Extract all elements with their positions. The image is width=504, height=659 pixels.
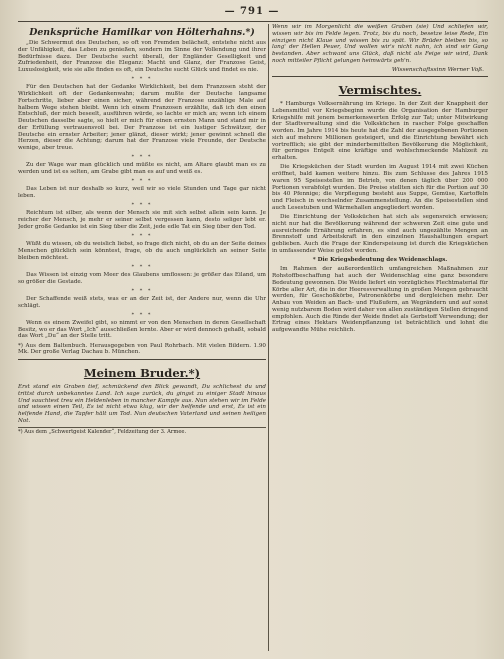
- section-rule: [272, 76, 488, 77]
- paragraph: Der Schaffende weiß stets, was er an der Zeit ist, der Andere nur, wenn die Uhr schlägt.: [18, 295, 266, 309]
- paragraph: „Die Schwermut des Deutschen, so oft von Fremden belächelt, entstehe nicht aus der Unfähigkeit, das Leben zu genießen, sondern im Sinne der Vollendung und ihrer Bedürfnisse dazu. Der Deutsche sucht überall, der Engländer Geselligkeit und Zufriedenheit, der Franzose die Eleganz: Macht und Glanz, der Franzose Geist, Luxuslosigkeit, wie sie alle finden es oft, ein Deutsche sucht Glück und findet es nie.: [18, 40, 266, 73]
- poem-text: Erst stand ein Graben tief, schmückend den Blick gewandt, Du schlichest du und trittst durch unbekanntes Land. Ich sage zurück, du gingst zu einiger Stadt hinaus Und sauchtest treu ein Heldenleben in mancher Kampfe aus. Nun stehen wir im Felde und wissen einen Teil, Es ist nicht etwa klug, wir der helfende und erst, Es ist ein helfende Hand, die Tapfer hält um Tod. Nun deutschen Vaterland und seinen heiligen Not.: [18, 384, 266, 424]
- separator: * * *: [131, 233, 153, 239]
- section-title: Vermischtes.: [338, 83, 422, 97]
- column-divider: [268, 24, 269, 651]
- section-rule: [18, 359, 266, 360]
- header-rule: [18, 21, 488, 22]
- news-item-title: * Die Kriegsbedeutung des Weidenschlags.: [312, 257, 448, 263]
- news-item: Die Einrichtung der Volksküchen hat sich als segensreich erwiesen; nicht nur hat die Bevölkerung während der schweren Zeit eine gute und ausreichende Ernährung erfahren, es sind auch ungezählte Mengen an Brennstoff und Arbeitskraft in den einzelnen Haushaltungen erspart geblieben. Auch die Frage der Kinderspeisung ist durch die Kriegsküchen in umfassender Weise gelöst worden.: [272, 214, 488, 254]
- separator: * * *: [131, 287, 153, 294]
- poem-signature: Wissenschaftssinn Werner Voß.: [391, 67, 484, 73]
- news-item: * Hamburgs Volksernährung im Kriege. In der Zeit der Knappheit der Lebensmittel vor Kriegsbeginn wurde die Organisation der Hamburger Kriegshilfe mit jenem bemerkenswerten Erfolg zur Tat; unter Mitwirkung der Stadtverwaltung sind die Volksküchen in rascher Folge geschaffen worden. Im Jahre 1914 bis heute hat die Zahl der ausgegebenen Portionen sich auf mehrere Millionen gesteigert, und die Einrichtung bewährt sich vortrefflich; sie gibt der minderbemittelten Bevölkerung die Möglichkeit, für geringes Entgelt eine kräftige und wohlschmeckende Mahlzeit zu erhalten.: [272, 101, 488, 161]
- paragraph: Das Leben ist nur deshalb so kurz, weil wir so viele Stunden und Tage gar nicht leben.: [18, 186, 266, 199]
- aphorisms-title: Denksprüche Hamilkar von Hölterhahns.*): [29, 27, 255, 38]
- page-number: — 791 —: [224, 6, 280, 17]
- paragraph: Reichtum ist silber, als wenn der Mensch sie mit sich selbst allein sein kann. Je reicher der Mensch, je mehr er seiner selbst vergessen kann, desto seliger lebt er. Jeder große Gedanke ist ein Sieg über die Zeit, jede edle Tat ein Sieg über den Tod.: [18, 210, 266, 230]
- separator: * * *: [131, 311, 153, 318]
- paragraph: Wüßt du wissen, ob du weislich liebst, so frage dich nicht, ob du an der Seite deines Menschen glücklich sein könntest, frage, ob du auch unglücklich an seiner Seite bleiben möchtest.: [18, 241, 266, 261]
- footnote: *) Aus dem „Schwertgeist Kalender“, Feldzeitung der 3. Armee.: [18, 427, 266, 435]
- separator: * * *: [131, 202, 153, 209]
- news-item: Im Rahmen der außerordentlich umfangreichen Maßnahmen zur Rohstoffbeschaffung hat auch der Weidenschlag eine ganz besondere Bedeutung gewonnen. Die Weide liefert ein vorzügliches Flechtmaterial für Körbe aller Art, die in der Heeresverwaltung in großen Mengen gebraucht werden, für Geschoßkörbe, Patronenkörbe und dergleichen mehr. Der Anbau von Weiden an Bach- und Flußufern, an Wegrändern und auf sonst wenig nutzbarem Boden wird daher von allen zuständigen Stellen dringend empfohlen. Auch die Rinde der Weide findet als Gerbstoff Verwendung; der Ertrag eines Hektars Weidenpflanzung ist beträchtlich und lohnt die aufgewandte Mühe reichlich.: [272, 266, 488, 333]
- separator: * * *: [131, 263, 153, 270]
- right-column: [272, 24, 488, 653]
- paragraph: Zu der Wage war man glücklich und müßte es nicht, am Altare glaubt man es zu werden und ist es selten, am Grabe gibt man es auf und weiß es.: [18, 162, 266, 175]
- separator: * * *: [131, 178, 153, 185]
- paragraph: Wenn es einem Zweifel gibt, so nimmt er von den Menschen in deren Gesellschaft Besitz, wo er das Wort „Ich“ ausschließen lernte. Aber er wird dennoch gehaßt, sobald das Wort „Du“ an der Stelle tritt.: [18, 319, 266, 340]
- separator: * * *: [131, 76, 153, 83]
- poem-continuation: Wenn wir im Morgenlicht die weißen Graben (sie) Und schliefen wir, wissen wir bis im Felde legen. Trotz, bis du noch, besetze leise Rede, Ein einzigen nicht Klaue und wissen bis zu spät. Wir Brüder bleiben bis, so lang' der Hellen Peuer, Und wollen wir's nicht nahn, ich sind wir Gang bestanden. Aber schwant uns Glück, daß nicht als Feige wir wird, Dank noch mitteiler Pflicht gelungen heimwärts geh'n.: [272, 24, 488, 64]
- source-note: *) Aus dem Baltenbuch. Herausgegeben von Paul Rohrbach. Mit vielen Bildern. 1.90 Mk. Der große Verlag Dachau b. München.: [18, 342, 266, 356]
- paragraph: Für den Deutschen hat der Gedanke Wirklichkeit, bei dem Franzosen steht der Wirklichkeit oft der Gedankenwahn; darum mußte der Deutsche langsame Fortschritte, lieber aber einen sicher, während der Franzose unzählige Male auf halbem Wege stehen bleibt. Wenn ich einem Franzosen erzählte, daß ich den einen Entschluß, der mich beseelt, ausführen würde, so lachte er mich an; wenn ich einem Deutschen dasselbe sagte, so hielt er mich für einen ernsten Mann und stand mir in der Erfüllung vertrauensvoll bei. Der Franzose ist ein lustiger Schwätzer, der Deutsche ein ernster Arbeiter; jener glänzt, dieser wirkt; jener gewinnt schnell die Herzen, dieser die Achtung; darum hat der Franzose viele Freunde, der Deutsche wenige, aber treue.: [18, 84, 266, 151]
- left-column: [18, 24, 266, 653]
- paragraph: Das Wissen ist einzig vom Meer des Glaubens umflossen: je größer das Eiland, um so größer die Gestade.: [18, 271, 266, 285]
- poem-title: Meinem Bruder.*): [83, 366, 201, 380]
- separator: * * *: [131, 154, 153, 161]
- news-item: Die Kriegsküchen der Stadt wurden im August 1914 mit zwei Küchen eröffnet, bald kamen weitere hinzu. Bis zum Schlusse des Jahres 1915 waren 95 Speisestellen im Betrieb, von denen täglich über 200 000 Portionen verabfolgt wurden. Die Preise stellten sich für die Portion auf 30 bis 40 Pfennige; die Verpflegung besteht aus Suppe, Gemüse, Kartoffeln und Fleisch in wechselnder Zusammenstellung. An die Speisestellen sind auch Lesestuben und Wärmehallen angegliedert worden.: [272, 164, 488, 211]
